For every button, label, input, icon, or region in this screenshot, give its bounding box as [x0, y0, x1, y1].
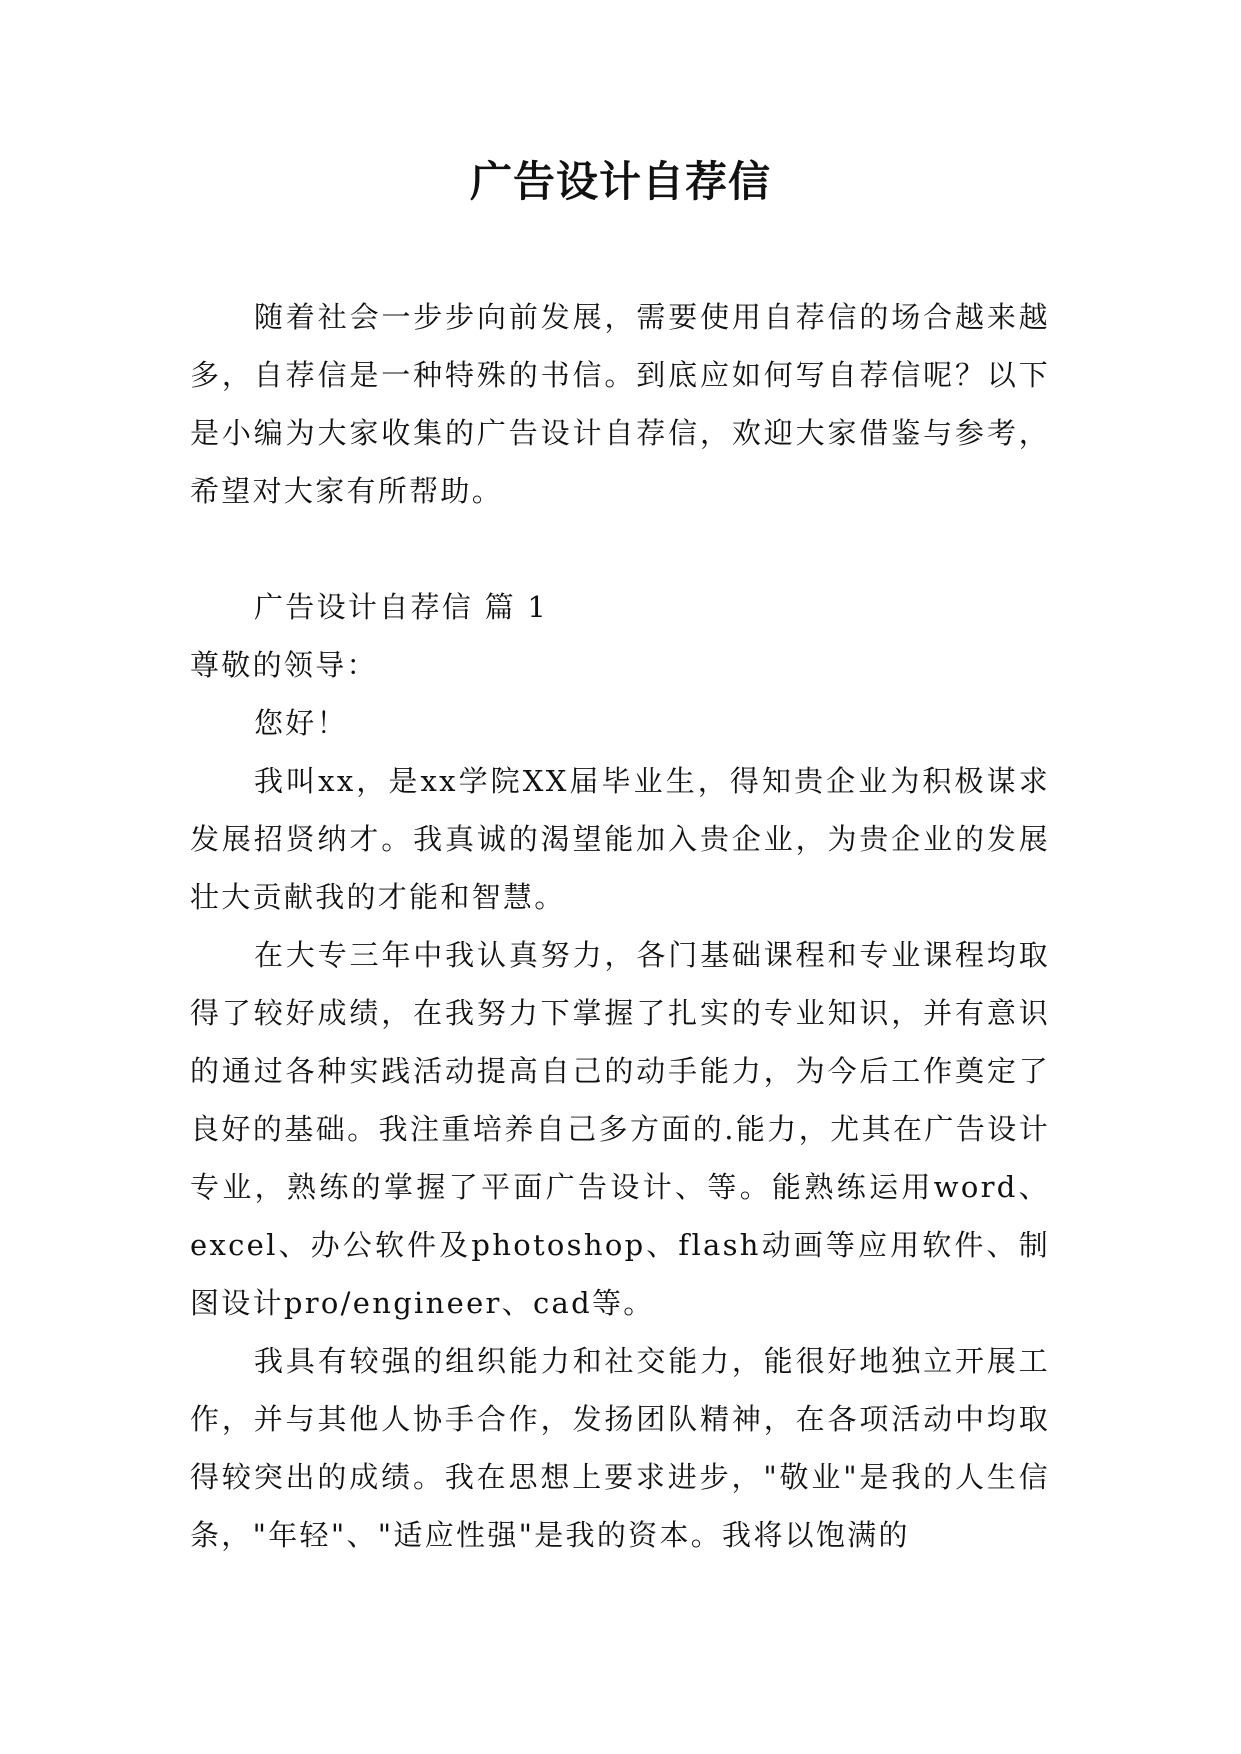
section-heading: 广告设计自荐信 篇 1 [254, 590, 549, 624]
document-title: 广告设计自荐信 [469, 157, 771, 206]
paragraph-spacer [190, 520, 1050, 578]
salutation: 尊敬的领导： [190, 648, 378, 682]
greeting: 您好！ [254, 706, 348, 740]
body-paragraph: 我具有较强的组织能力和社交能力，能很好地独立开展工作，并与其他人协手合作，发扬团队精神，在各项活动中均取得较突出的成绩。我在思想上要求进步，"敬业"是我的人生信条，"年轻"、"适应性强"是我的资本。我将以饱满的 [190, 1344, 1050, 1552]
document-body [190, 288, 1050, 1564]
intro-paragraph: 随着社会一步步向前发展，需要使用自荐信的场合越来越多，自荐信是一种特殊的书信。到底应如何写自荐信呢？以下是小编为大家收集的广告设计自荐信，欢迎大家借鉴与参考，希望对大家有所帮助。 [190, 300, 1050, 508]
body-paragraph: 在大专三年中我认真努力，各门基础课程和专业课程均取得了较好成绩，在我努力下掌握了扎实的专业知识，并有意识的通过各种实践活动提高自己的动手能力，为今后工作奠定了良好的基础。我注重培养自己多方面的.能力，尤其在广告设计专业，熟练的掌握了平面广告设计、等。能熟练运用word、excel、办公软件及photoshop、flash动画等应用软件、制图设计pro/engineer、cad等。 [190, 938, 1050, 1320]
body-paragraph: 我叫xx，是xx学院XX届毕业生，得知贵企业为积极谋求发展招贤纳才。我真诚的渴望能加入贵企业，为贵企业的发展壮大贡献我的才能和智慧。 [190, 764, 1050, 914]
